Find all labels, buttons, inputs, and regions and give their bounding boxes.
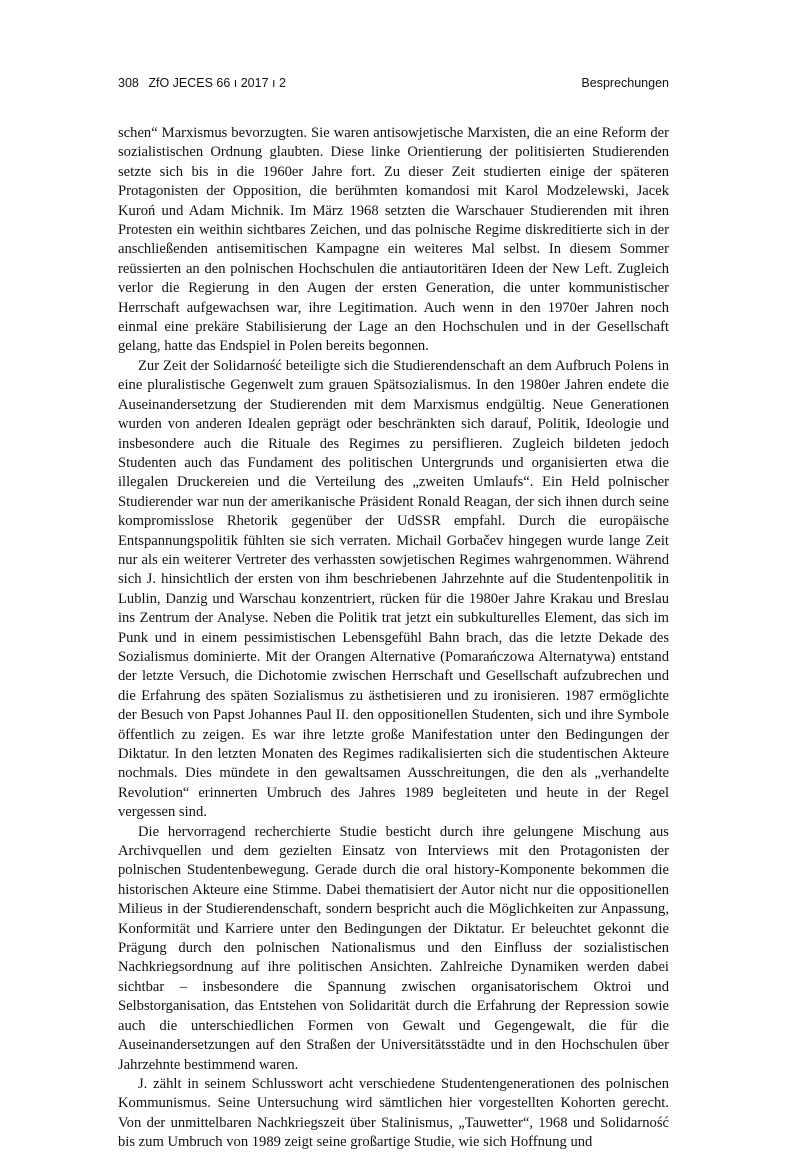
- paragraph: J. zählt in seinem Schlusswort acht verschiedene Studentengenerationen des polnischen Kommunismus. Seine Untersuchung wird sämtlichen hier vorgestellten Kohorten gerecht. Von der unmittelbaren Nachkriegszeit über Stalinismus, „Tauwetter“, 1968 und Solidarność bis zum Umbruch von 1989 zeigt seine großartige Studie, wie sich Hoffnung und: [118, 1075, 669, 1151]
- paragraph: schen“ Marxismus bevorzugten. Sie waren antisowjetische Marxisten, die an eine Reform der sozialistischen Ordnung glaubten. Diese linke Orientierung der politisierten Studierenden setzte sich bis in die 1960er Jahre fort. Zu dieser Zeit studierten einige der späteren Protagonisten der Opposition, die berühmten komandosi mit Karol Modzelewski, Jacek Kuroń und Adam Michnik. Im März 1968 setzten die Warschauer Studierenden mit ihren Protesten ein weithin sichtbares Zeichen, und das polnische Regime diskreditierte sich in der anschließenden antisemitischen Kampagne ein weiteres Mal selbst. In diesem Sommer reüssierten an den polnischen Hochschulen die antiautoritären Ideen der New Left. Zugleich verlor die Regierung in den Augen der ersten Generation, die unter kommunistischer Herrschaft aufgewachsen war, ihre Legitimation. Auch wenn in den 1970er Jahren noch einmal eine prekäre Stabilisierung der Lage an den Hochschulen und in der Gesellschaft gelang, hatte das Endspiel in Polen bereits begonnen.: [118, 125, 669, 355]
- header-left: [118, 76, 292, 90]
- paragraph: Zur Zeit der Solidarność beteiligte sich die Studierendenschaft an dem Aufbruch Polens in eine pluralistische Gegenwelt zum grauen Spätsozialismus. In den 1980er Jahren endete die Auseinandersetzung der Studierenden mit dem Marxismus endgültig. Neue Generationen wurden von anderen Idealen geprägt oder beschränkten sich darauf, Politik, Ideologie und insbesondere auch die Rituale des Regimes zu persiflieren. Zugleich bildeten jedoch Studenten auch das Fundament des politischen Untergrunds und organisierten etwa die illegalen Druckereien und die Verteilung des „zweiten Umlaufs“. Ein Held polnischer Studierender war nun der amerikanische Präsident Ronald Reagan, der sich ihnen durch seine kompromisslose Rhetorik gegenüber der UdSSR empfahl. Durch die europäische Entspannungspolitik fühlten sie sich verraten. Michail Gorbačev hingegen wurde lange Zeit nur als ein weiterer Vertreter des verhassten sowjetischen Regimes wahrgenommen. Während sich J. hinsichtlich der ersten von ihm beschriebenen Jahrzehnte auf die Studentenpolitik in Lublin, Danzig und Warschau konzentriert, rücken für die 1980er Jahre Krakau und Breslau ins Zentrum der Analyse. Neben die Politik trat jetzt ein subkulturelles Element, das sich im Punk und in einem pessimistischen Lebensgefühl Bahn brach, das die letzte Dekade des Sozialismus dominierte. Mit der Orangen Alternative (Pomarańczowa Alternatywa) entstand der letzte Versuch, die Dichotomie zwischen Herrschaft und Gesellschaft aufzubrechen und die Erfahrung des späten Sozialismus zu ästhetisieren und zu ironisieren. 1987 ermöglichte der Besuch von Papst Johannes Paul II. den oppositionellen Studenten, sich und ihre Symbole öffentlich zu zeigen. Es war ihre letzte große Manifestation unter den Bedingungen der Diktatur. In den letzten Monaten des Regimes radikalisierten sich die studentischen Akteure nochmals. Dies mündete in den gewaltsamen Ausschreitungen, die den als „verhandelte Revolution“ erinnerten Umbruch des Jahres 1989 begleiteten und heute in der Regel vergessen sind.: [118, 357, 669, 821]
- review-body: [118, 124, 669, 1153]
- paragraph: Die hervorragend recherchierte Studie besticht durch ihre gelungene Mischung aus Archivquellen und dem gezielten Einsatz von Interviews mit den Protagonisten der polnischen Studentenbewegung. Gerade durch die oral history-Komponente bekommen die historischen Akteure eine Stimme. Dabei thematisiert der Autor nicht nur die oppositionellen Milieus in der Studierendenschaft, sondern bespricht auch die Möglichkeiten zur Anpassung, Konformität und Karriere unter den Bedingungen der Diktatur. Er beleuchtet gekonnt die Prägung durch den polnischen Nationalismus und den Einfluss der sozialistischen Nachkriegsordnung auf ihre politischen Ansichten. Zahlreiche Dynamiken werden dabei sichtbar – insbesondere die Spannung zwischen organisatorischem Oktroi und Selbstorganisation, das Entstehen von Solidarität durch die Erfahrung der Repression sowie auch die unterschiedlichen Formen von Gewalt und Gegengewalt, die für die Auseinandersetzungen auf den Straßen der Universitätsstädte und in den Hochschulen über Jahrzehnte bestimmend waren.: [118, 823, 669, 1073]
- journal-citation: ZfO JECES 66 ı 2017 ı 2: [148, 76, 286, 90]
- page-number: 308: [118, 76, 139, 90]
- section-title: Besprechungen: [581, 76, 669, 90]
- running-header: [118, 76, 669, 92]
